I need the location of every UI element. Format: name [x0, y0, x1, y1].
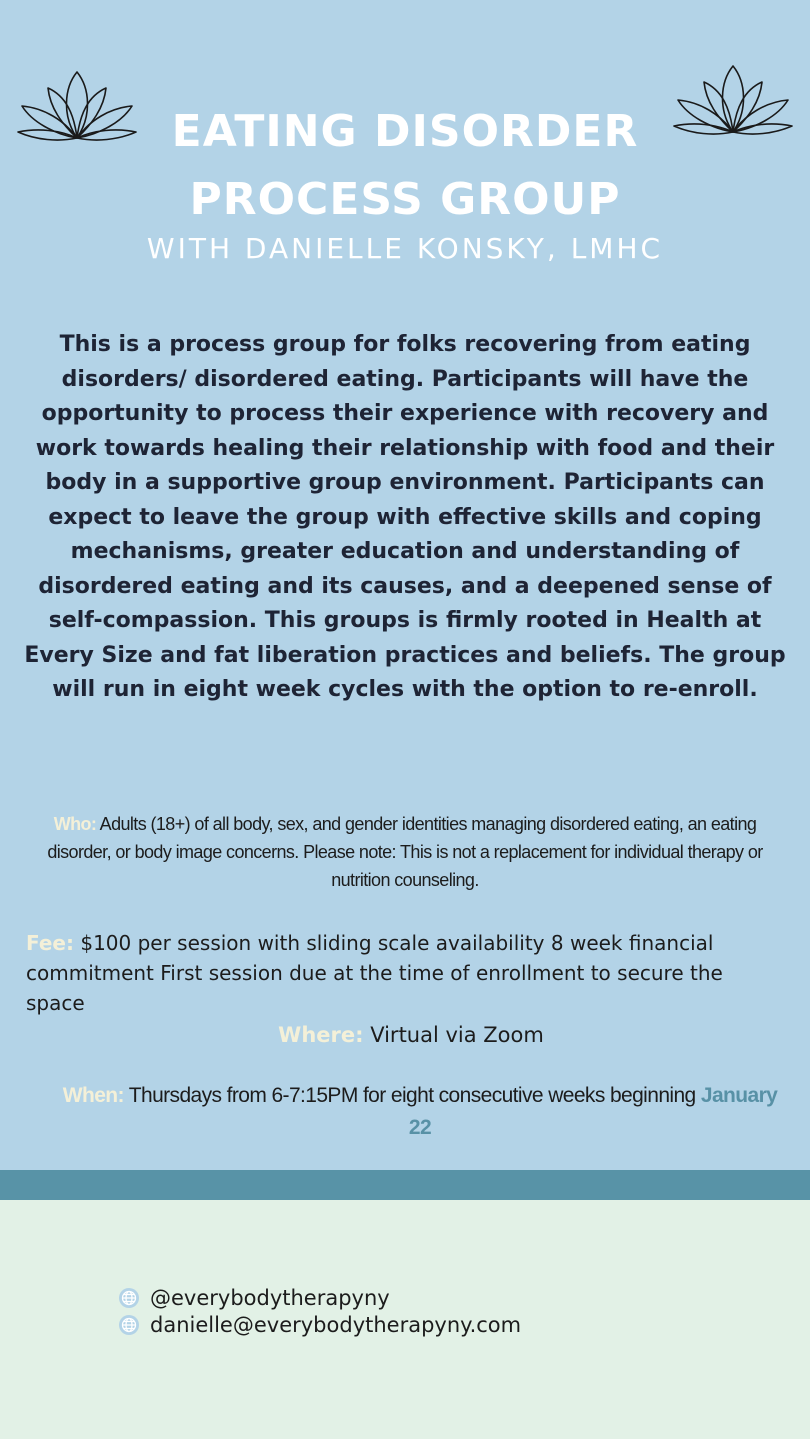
who-section	[30, 810, 780, 894]
where-text: Virtual via Zoom	[363, 1023, 544, 1047]
social-handle[interactable]: @everybodytherapyny	[150, 1286, 390, 1310]
where-label: Where:	[278, 1023, 364, 1047]
title-line-2: PROCESS GROUP	[189, 174, 621, 225]
title-line-1: EATING DISORDER	[171, 106, 639, 157]
when-label: When:	[62, 1084, 124, 1107]
divider-band	[0, 1170, 810, 1200]
when-text: Thursdays from 6-7:15PM for eight consecutive weeks beginning	[123, 1084, 701, 1107]
where-section	[0, 1020, 810, 1050]
fee-label: Fee:	[26, 931, 74, 955]
subtitle: WITH DANIELLE KONSKY, LMHC	[146, 232, 664, 265]
who-text: Adults (18+) of all body, sex, and gender identities managing disordered eating, an eating disorder, or body image concerns. Please note: This is not a replacement for individual therapy or nutrition counseling.	[47, 814, 763, 890]
contact-email-row	[118, 1311, 521, 1339]
fee-section	[26, 928, 786, 1018]
email-address[interactable]: danielle@everybodytherapyny.com	[150, 1313, 522, 1337]
globe-icon	[118, 1314, 140, 1336]
contact-handle-row	[118, 1284, 390, 1312]
group-description: This is a process group for folks recovering from eating disorders/ disordered eating. Participants will have the opportunity to process their experience with recovery and work towards healing their relationship with food and their body in a supportive group environment. Participants can expect to leave the group with effective skills and coping mechanisms, greater education and understanding of disordered eating and its causes, and a deepened sense of self-compassion. This groups is firmly rooted in Health at Every Size and fat liberation practices and beliefs. The group will run in eight week cycles with the option to re-enroll.	[24, 332, 786, 702]
start-date: January 22	[408, 1084, 778, 1139]
when-section	[60, 1080, 780, 1144]
who-label: Who:	[53, 814, 97, 834]
fee-text: $100 per session with sliding scale availability 8 week financial commitment First session due at the time of enrollment to secure the space	[26, 931, 723, 1015]
globe-icon	[118, 1287, 140, 1309]
